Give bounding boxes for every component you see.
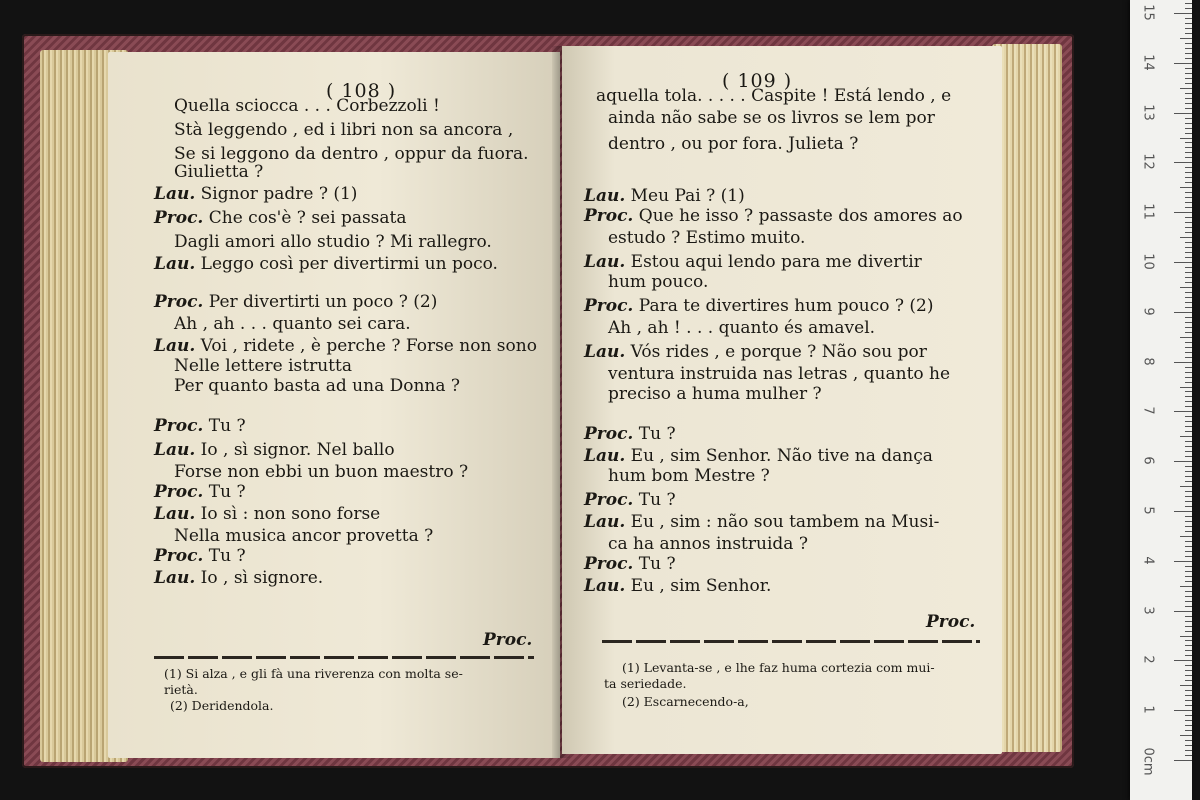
ruler-tick [1185, 28, 1192, 29]
text-line [154, 254, 498, 274]
text-line [174, 526, 433, 546]
footnote-line: ta seriedade. [604, 676, 687, 691]
speaker-name: Lau. [584, 252, 626, 272]
ruler-tick [1185, 665, 1192, 666]
speaker-name: Lau. [584, 512, 626, 532]
ruler-tick [1185, 401, 1192, 402]
text-line [608, 228, 805, 248]
ruler-tick [1180, 536, 1192, 537]
ruler-tick [1185, 391, 1192, 392]
text-line [154, 568, 323, 588]
ruler-tick [1185, 8, 1192, 9]
text-line [584, 446, 933, 466]
ruler-tick [1185, 98, 1192, 99]
dialogue-text: Vós rides , e porque ? Não sou por [625, 342, 927, 362]
ruler-tick [1185, 327, 1192, 328]
ruler-tick [1185, 147, 1192, 148]
footnote-line: (1) Si alza , e gli fà una riverenza con molta se- [164, 666, 463, 681]
ruler-tick [1185, 128, 1192, 129]
text-line [608, 318, 875, 338]
dialogue-text: Nelle lettere istrutta [174, 356, 352, 376]
ruler-tick [1174, 63, 1192, 64]
ruler-number: 4 [1140, 556, 1156, 565]
ruler-tick [1185, 655, 1192, 656]
ruler-tick [1180, 685, 1192, 686]
ruler-tick [1185, 521, 1192, 522]
dialogue-text: Leggo così per divertirmi un poco. [195, 254, 498, 274]
ruler-tick [1180, 586, 1192, 587]
ruler-tick [1174, 561, 1192, 562]
ruler-tick [1185, 172, 1192, 173]
ruler-tick [1185, 466, 1192, 467]
ruler-tick [1185, 456, 1192, 457]
ruler-tick [1174, 411, 1192, 412]
speaker-name: Lau. [584, 342, 626, 362]
ruler-tick [1185, 740, 1192, 741]
dialogue-text: Dagli amori allo studio ? Mi rallegro. [174, 232, 492, 252]
dialogue-text: Tu ? [633, 490, 676, 510]
ruler-tick [1185, 695, 1192, 696]
ruler-tick [1185, 78, 1192, 79]
text-line [174, 376, 460, 396]
speaker-name: Proc. [584, 206, 634, 226]
speaker-name: Lau. [154, 568, 196, 588]
text-line [154, 292, 437, 312]
dialogue-text: aquella tola. . . . . Caspite ! Está lendo , e [596, 86, 952, 106]
ruler-tick [1174, 760, 1192, 761]
ruler-tick [1185, 372, 1192, 373]
dialogue-text: Tu ? [203, 546, 246, 566]
ruler-number: 14 [1140, 54, 1156, 71]
text-line [608, 272, 708, 292]
ruler-tick [1185, 755, 1192, 756]
ruler-tick [1185, 207, 1192, 208]
dialogue-text: Che cos'è ? sei passata [203, 208, 407, 228]
ruler-tick [1185, 750, 1192, 751]
ruler-tick [1185, 566, 1192, 567]
ruler-tick [1174, 660, 1192, 661]
page-edges-right [992, 44, 1062, 752]
ruler-tick [1185, 123, 1192, 124]
ruler-tick [1174, 362, 1192, 363]
ruler-tick [1185, 277, 1192, 278]
text-line [608, 534, 808, 554]
ruler-tick [1185, 282, 1192, 283]
dialogue-text: Io , sì signor. Nel ballo [195, 440, 395, 460]
dialogue-text: dentro , ou por fora. Julieta ? [608, 134, 859, 154]
ruler-tick [1185, 730, 1192, 731]
ruler-tick [1185, 606, 1192, 607]
dialogue-text: Meu Pai ? (1) [625, 186, 745, 206]
ruler-tick [1185, 506, 1192, 507]
ruler-tick [1185, 342, 1192, 343]
text-line [596, 86, 951, 106]
ruler-number: 8 [1140, 356, 1156, 366]
page-number: ( 109 ) [722, 70, 793, 92]
dialogue-text: hum pouco. [608, 272, 709, 292]
text-line [608, 108, 935, 128]
text-line [154, 336, 537, 356]
ruler-tick [1185, 167, 1192, 168]
ruler-tick [1185, 451, 1192, 452]
ruler-tick [1185, 108, 1192, 109]
dialogue-text: ainda não sabe se os livros se lem por [608, 108, 935, 128]
speaker-name: Lau. [584, 576, 626, 596]
speaker-name: Lau. [154, 440, 196, 460]
ruler-tick [1185, 202, 1192, 203]
ruler-tick [1185, 347, 1192, 348]
dialogue-text: preciso a huma mulher ? [608, 384, 822, 404]
ruler-tick [1185, 446, 1192, 447]
ruler-tick [1185, 352, 1192, 353]
ruler-tick [1180, 387, 1192, 388]
dialogue-text: Giulietta ? [174, 162, 264, 182]
ruler-number: 1 [1140, 705, 1156, 714]
ruler-tick [1185, 416, 1192, 417]
right-page [562, 46, 1002, 754]
text-line [174, 162, 263, 182]
ruler-tick [1185, 247, 1192, 248]
ruler-tick [1185, 680, 1192, 681]
ruler-tick [1185, 690, 1192, 691]
speaker-name: Proc. [154, 292, 204, 312]
dialogue-text: Eu , sim Senhor. Não tive na dança [625, 446, 933, 466]
ruler-tick [1180, 187, 1192, 188]
text-line [584, 490, 676, 510]
ruler-tick [1185, 426, 1192, 427]
ruler-tick [1185, 591, 1192, 592]
ruler-tick [1185, 377, 1192, 378]
ruler-tick [1185, 715, 1192, 716]
dialogue-text: Se si leggono da dentro , oppur da fuora. [174, 144, 529, 164]
speaker-name: Lau. [154, 254, 196, 274]
footnote-rule [154, 656, 534, 659]
ruler-tick [1174, 312, 1192, 313]
ruler-tick [1185, 396, 1192, 397]
ruler-tick [1185, 516, 1192, 517]
dialogue-text: Forse non ebbi un buon maestro ? [174, 462, 469, 482]
ruler-tick [1185, 471, 1192, 472]
dialogue-text: Eu , sim : não sou tambem na Musi- [625, 512, 940, 532]
ruler-unit-label: 0cm [1140, 747, 1156, 776]
text-line [174, 120, 513, 140]
ruler-tick [1185, 252, 1192, 253]
text-line [154, 416, 246, 436]
ruler-tick [1185, 257, 1192, 258]
footnote-line: rietà. [164, 682, 198, 697]
ruler-tick [1185, 546, 1192, 547]
catchword: Proc. [483, 630, 533, 650]
ruler-tick [1185, 33, 1192, 34]
ruler-tick [1180, 636, 1192, 637]
text-line [608, 384, 822, 404]
dialogue-text: Estou aqui lendo para me divertir [625, 252, 922, 272]
text-line [174, 96, 440, 116]
ruler-tick [1185, 675, 1192, 676]
ruler-tick [1185, 177, 1192, 178]
footnote-line: (2) Deridendola. [170, 698, 274, 713]
speaker-name: Proc. [154, 482, 204, 502]
text-line [584, 252, 922, 272]
text-line [174, 356, 352, 376]
ruler-tick [1185, 73, 1192, 74]
ruler-tick [1185, 531, 1192, 532]
ruler-tick [1185, 725, 1192, 726]
ruler-tick [1185, 18, 1192, 19]
ruler-tick [1180, 337, 1192, 338]
dialogue-text: ventura instruida nas letras , quanto he [608, 364, 951, 384]
speaker-name: Proc. [584, 296, 634, 316]
ruler-tick [1180, 138, 1192, 139]
ruler-tick [1180, 486, 1192, 487]
text-line [174, 462, 468, 482]
dialogue-text: Nella musica ancor provetta ? [174, 526, 434, 546]
ruler-tick [1185, 621, 1192, 622]
ruler-tick [1185, 23, 1192, 24]
text-line [174, 314, 411, 334]
ruler-tick [1185, 670, 1192, 671]
speaker-name: Proc. [154, 208, 204, 228]
ruler-tick [1185, 93, 1192, 94]
ruler-tick [1185, 227, 1192, 228]
ruler-tick [1180, 38, 1192, 39]
ruler-tick [1185, 526, 1192, 527]
ruler-tick [1185, 581, 1192, 582]
speaker-name: Lau. [584, 446, 626, 466]
text-line [154, 546, 246, 566]
text-line [608, 134, 858, 154]
ruler-tick [1185, 571, 1192, 572]
text-line [608, 466, 770, 486]
ruler-tick [1174, 511, 1192, 512]
dialogue-text: Per divertirti un poco ? (2) [203, 292, 438, 312]
ruler-tick [1185, 596, 1192, 597]
ruler-number: 3 [1140, 605, 1156, 615]
ruler-tick [1185, 103, 1192, 104]
ruler-tick [1185, 720, 1192, 721]
dialogue-text: Voi , ridete , è perche ? Forse non sono [195, 336, 537, 356]
ruler-tick [1180, 88, 1192, 89]
ruler-tick [1185, 307, 1192, 308]
ruler-tick [1185, 616, 1192, 617]
ruler-tick [1185, 272, 1192, 273]
speaker-name: Lau. [584, 186, 626, 206]
ruler-tick [1185, 650, 1192, 651]
ruler-number: 11 [1140, 203, 1156, 220]
speaker-name: Proc. [154, 546, 204, 566]
ruler-number: 5 [1140, 506, 1156, 515]
measuring-ruler [1130, 0, 1192, 800]
ruler-tick [1185, 58, 1192, 59]
catchword: Proc. [926, 612, 976, 632]
ruler-tick [1185, 197, 1192, 198]
dialogue-text: Quella sciocca . . . Corbezzoli ! [174, 96, 440, 116]
ruler-tick [1185, 43, 1192, 44]
text-line [584, 186, 745, 206]
ruler-tick [1185, 745, 1192, 746]
ruler-tick [1185, 551, 1192, 552]
ruler-tick [1185, 182, 1192, 183]
ruler-tick [1185, 700, 1192, 701]
ruler-tick [1185, 705, 1192, 706]
ruler-tick [1185, 217, 1192, 218]
ruler-tick [1185, 302, 1192, 303]
ruler-tick [1185, 332, 1192, 333]
dialogue-text: ca ha annos instruida ? [608, 534, 808, 554]
ruler-tick [1174, 13, 1192, 14]
ruler-tick [1185, 232, 1192, 233]
ruler-tick [1185, 242, 1192, 243]
text-line [174, 144, 529, 164]
ruler-tick [1185, 556, 1192, 557]
ruler-tick [1185, 357, 1192, 358]
dialogue-text: Tu ? [203, 416, 246, 436]
ruler-number: 15 [1140, 4, 1156, 21]
dialogue-text: Io , sì signore. [195, 568, 324, 588]
ruler-tick [1185, 68, 1192, 69]
ruler-tick [1174, 113, 1192, 114]
dialogue-text: hum bom Mestre ? [608, 466, 770, 486]
ruler-tick [1174, 212, 1192, 213]
ruler-tick [1185, 192, 1192, 193]
ruler-number: 13 [1140, 103, 1156, 121]
ruler-tick [1180, 735, 1192, 736]
dialogue-text: Eu , sim Senhor. [625, 576, 772, 596]
dialogue-text: Tu ? [203, 482, 246, 502]
speaker-name: Proc. [154, 416, 204, 436]
ruler-tick [1185, 322, 1192, 323]
ruler-tick [1185, 142, 1192, 143]
ruler-tick [1185, 496, 1192, 497]
ruler-tick [1185, 292, 1192, 293]
ruler-tick [1185, 431, 1192, 432]
ruler-tick [1185, 157, 1192, 158]
footnote-rule [602, 640, 980, 643]
text-line [584, 576, 771, 596]
ruler-tick [1185, 48, 1192, 49]
ruler-tick [1185, 626, 1192, 627]
ruler-tick [1185, 645, 1192, 646]
dialogue-text: Que he isso ? passaste dos amores ao [633, 206, 963, 226]
ruler-tick [1185, 481, 1192, 482]
text-line [154, 482, 246, 502]
dialogue-text: Tu ? [633, 424, 676, 444]
text-line [584, 206, 963, 226]
ruler-tick [1185, 541, 1192, 542]
text-line [174, 232, 492, 252]
ruler-tick [1185, 421, 1192, 422]
left-page [108, 52, 560, 758]
speaker-name: Lau. [154, 504, 196, 524]
speaker-name: Proc. [584, 490, 634, 510]
ruler-tick [1174, 611, 1192, 612]
speaker-name: Proc. [584, 554, 634, 574]
ruler-tick [1174, 262, 1192, 263]
dialogue-text: Signor padre ? (1) [195, 184, 358, 204]
ruler-tick [1185, 576, 1192, 577]
ruler-tick [1185, 367, 1192, 368]
text-line [584, 512, 939, 532]
ruler-tick [1185, 3, 1192, 4]
text-line [154, 440, 395, 460]
ruler-tick [1185, 640, 1192, 641]
ruler-tick [1180, 287, 1192, 288]
ruler-tick [1185, 491, 1192, 492]
text-line [584, 342, 927, 362]
text-line [608, 364, 950, 384]
ruler-number: 10 [1140, 253, 1156, 270]
ruler-tick [1180, 436, 1192, 437]
page-number: ( 108 ) [326, 80, 397, 102]
ruler-tick [1185, 406, 1192, 407]
dialogue-text: Para te divertires hum pouco ? (2) [633, 296, 934, 316]
ruler-tick [1185, 267, 1192, 268]
ruler-tick [1185, 631, 1192, 632]
text-line [154, 504, 380, 524]
ruler-tick [1185, 53, 1192, 54]
speaker-name: Proc. [584, 424, 634, 444]
ruler-tick [1185, 441, 1192, 442]
ruler-tick [1180, 237, 1192, 238]
footnote-line: (1) Levanta-se , e lhe faz huma cortezia com mui- [622, 660, 935, 675]
dialogue-text: Per quanto basta ad una Donna ? [174, 376, 461, 396]
ruler-tick [1185, 118, 1192, 119]
ruler-number: 12 [1140, 153, 1156, 171]
text-line [584, 554, 676, 574]
ruler-tick [1174, 162, 1192, 163]
text-line [154, 184, 357, 204]
text-line [584, 424, 676, 444]
speaker-name: Lau. [154, 184, 196, 204]
ruler-tick [1185, 152, 1192, 153]
ruler-number: 6 [1140, 456, 1156, 465]
footnote-line: (2) Escarnecendo-a, [622, 694, 749, 709]
ruler-tick [1185, 476, 1192, 477]
ruler-tick [1185, 83, 1192, 84]
ruler-tick [1185, 382, 1192, 383]
dialogue-text: estudo ? Estimo muito. [608, 228, 806, 248]
ruler-tick [1185, 317, 1192, 318]
ruler-number: 7 [1140, 406, 1156, 416]
ruler-tick [1185, 601, 1192, 602]
dialogue-text: Ah , ah ! . . . quanto és amavel. [608, 318, 876, 338]
dialogue-text: Io sì : non sono forse [195, 504, 381, 524]
ruler-tick [1185, 222, 1192, 223]
ruler-tick [1185, 297, 1192, 298]
ruler-tick [1185, 501, 1192, 502]
dialogue-text: Stà leggendo , ed i libri non sa ancora , [174, 120, 514, 140]
speaker-name: Lau. [154, 336, 196, 356]
text-line [154, 208, 407, 228]
ruler-number: 9 [1140, 307, 1156, 316]
dialogue-text: Tu ? [633, 554, 676, 574]
text-line [584, 296, 933, 316]
ruler-tick [1185, 133, 1192, 134]
ruler-tick [1174, 710, 1192, 711]
ruler-number: 2 [1140, 655, 1156, 665]
ruler-tick [1174, 461, 1192, 462]
dialogue-text: Ah , ah . . . quanto sei cara. [174, 314, 411, 334]
